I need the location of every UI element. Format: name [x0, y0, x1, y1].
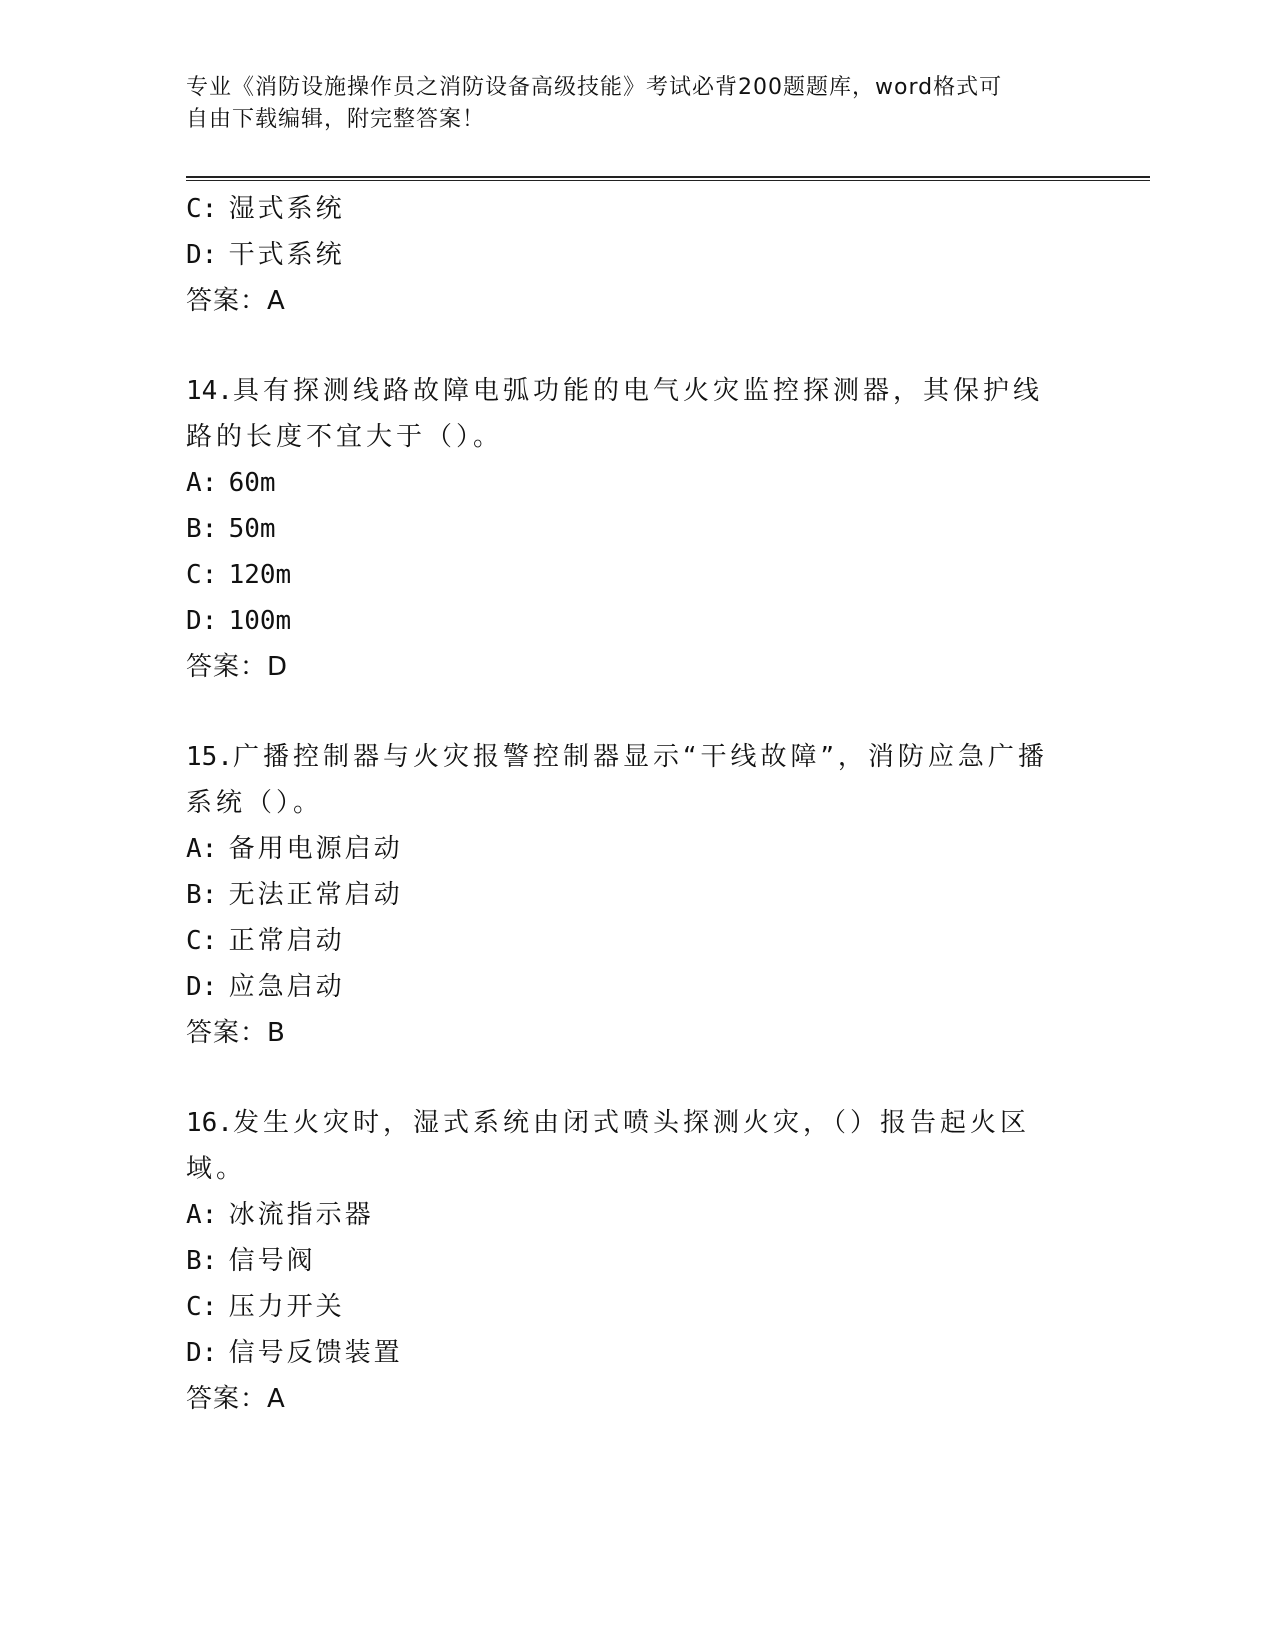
- question-15: [186, 734, 1066, 1056]
- option-d: [186, 232, 1066, 278]
- question-16: [186, 1100, 1066, 1422]
- header-line-1: 专业《消防设施操作员之消防设备高级技能》考试必背200题题库，word格式可: [186, 75, 1003, 100]
- option-text: 100m: [228, 606, 292, 636]
- option-letter: C:: [186, 926, 218, 956]
- option-text: 120m: [228, 560, 292, 590]
- option-letter: C:: [186, 194, 218, 224]
- option-b: [186, 506, 1066, 552]
- option-text: 无法正常启动: [228, 880, 403, 910]
- option-a: [186, 1192, 1066, 1238]
- option-letter: B:: [186, 514, 218, 544]
- question-text: [186, 368, 1066, 460]
- question-number: 16.: [186, 1108, 233, 1138]
- option-b: [186, 1238, 1066, 1284]
- answer-line: [186, 644, 1066, 690]
- answer-label: 答案：: [186, 286, 268, 316]
- question-text: [186, 734, 1066, 826]
- question-number: 15.: [186, 742, 233, 772]
- header-line-2: 自由下载编辑，附完整答案！: [186, 107, 486, 132]
- question-stem: 广播控制器与火灾报警控制器显示“干线故障”，消防应急广播系统（）。: [186, 742, 1048, 818]
- option-letter: D:: [186, 1338, 218, 1368]
- option-a: [186, 826, 1066, 872]
- option-letter: A:: [186, 834, 218, 864]
- option-text: 湿式系统: [228, 194, 345, 224]
- option-d: [186, 964, 1066, 1010]
- option-text: 信号阀: [228, 1246, 316, 1276]
- question-stem: 发生火灾时，湿式系统由闭式喷头探测火灾，（）报告起火区域。: [186, 1108, 1030, 1184]
- option-c: [186, 552, 1066, 598]
- option-a: [186, 460, 1066, 506]
- header-divider: [186, 176, 1150, 181]
- option-text: 应急启动: [228, 972, 345, 1002]
- option-c: [186, 186, 1066, 232]
- option-letter: C:: [186, 1292, 218, 1322]
- option-c: [186, 1284, 1066, 1330]
- question-list: [186, 186, 1066, 1422]
- option-letter: A:: [186, 468, 218, 498]
- question-14: [186, 368, 1066, 690]
- answer-value: A: [267, 286, 286, 316]
- option-letter: A:: [186, 1200, 218, 1230]
- option-text: 备用电源启动: [228, 834, 403, 864]
- option-letter: D:: [186, 240, 218, 270]
- answer-label: 答案：: [186, 1018, 268, 1048]
- option-b: [186, 872, 1066, 918]
- document-header: [186, 72, 1066, 136]
- option-text: 50m: [228, 514, 276, 544]
- option-c: [186, 918, 1066, 964]
- option-d: [186, 598, 1066, 644]
- option-text: 压力开关: [228, 1292, 345, 1322]
- option-letter: C:: [186, 560, 218, 590]
- answer-line: [186, 1010, 1066, 1056]
- option-letter: D:: [186, 972, 218, 1002]
- option-text: 干式系统: [228, 240, 345, 270]
- answer-line: [186, 278, 1066, 324]
- option-letter: B:: [186, 1246, 218, 1276]
- option-text: 60m: [228, 468, 276, 498]
- answer-label: 答案：: [186, 652, 268, 682]
- question-text: [186, 1100, 1066, 1192]
- option-text: 冰流指示器: [228, 1200, 374, 1230]
- answer-value: A: [267, 1384, 286, 1414]
- option-letter: B:: [186, 880, 218, 910]
- option-letter: D:: [186, 606, 218, 636]
- option-text: 正常启动: [228, 926, 345, 956]
- answer-value: D: [267, 652, 289, 682]
- question-number: 14.: [186, 376, 233, 406]
- question-stem: 具有探测线路故障电弧功能的电气火灾监控探测器，其保护线路的长度不宜大于（）。: [186, 376, 1043, 452]
- answer-line: [186, 1376, 1066, 1422]
- question-13-tail: [186, 186, 1066, 324]
- option-d: [186, 1330, 1066, 1376]
- answer-label: 答案：: [186, 1384, 268, 1414]
- option-text: 信号反馈装置: [228, 1338, 403, 1368]
- answer-value: B: [267, 1018, 286, 1048]
